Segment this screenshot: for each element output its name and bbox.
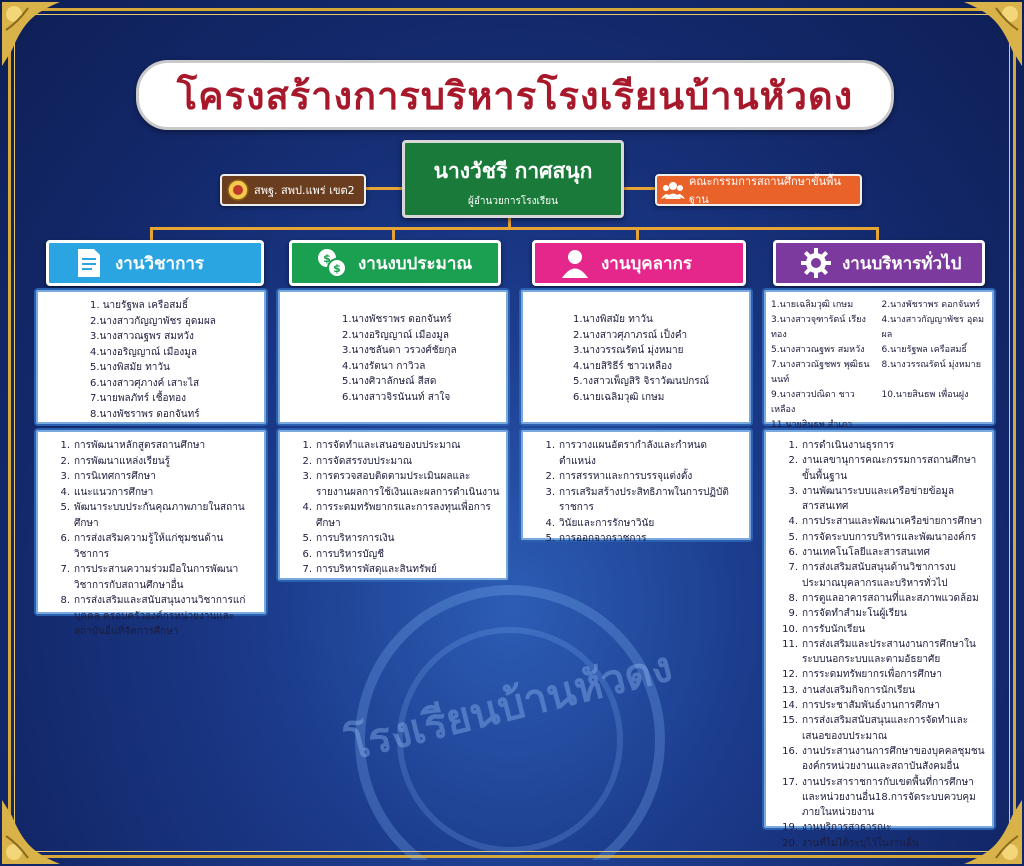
task-item: 3. การเสริมสร้างประสิทธิภาพในการปฏิบัติราชการ — [545, 486, 729, 513]
director-role: ผู้อำนวยการโรงเรียน — [468, 196, 558, 207]
staff-item: 4.นางรัตนา กาวิวล — [342, 360, 426, 372]
staff-item: 2.นางอริญญาณ์ เมืองมูล — [342, 329, 449, 341]
staff-box-budget — [278, 290, 508, 424]
svg-text:$: $ — [323, 252, 331, 265]
staff-item: 4.นางสาวกัญญาพัชร อุดมผล — [881, 315, 985, 340]
task-item: 17. งานประสาราชการกับเขตพื้นที่การศึกษาและหน่วยงานอื่น18.การจัดระบบควบคุมภายในหน่วยงาน — [782, 776, 976, 819]
office-left-label: สพฐ. สพป.แพร่ เขต2 — [254, 184, 355, 197]
staff-item: 8.นางวรรณรัตน์ มุ่งหมาย — [881, 360, 981, 370]
staff-item: 11.นายสินธพ สำเภา — [771, 420, 853, 430]
staff-item: 2.นางสาวศุภาภรณ์ เป็งคำ — [573, 329, 688, 341]
task-box-academic — [36, 430, 266, 637]
watermark-text: โรงเรียนบ้านหัวดง — [341, 641, 677, 770]
staff-item: 3.นางวรรณรัตน์ มุ่งหมาย — [573, 345, 684, 356]
task-item: 4. การประสานและพัฒนาเครือข่ายการศึกษา — [788, 516, 983, 528]
staff-item: 3.นางสาวณฐพร สมหวัง — [90, 331, 194, 342]
task-item: 9. การจัดทำสำมะโนผู้เรียน — [788, 608, 907, 620]
office-right-box — [655, 174, 862, 206]
dept-personnel-label: งานบุคลากร — [601, 253, 693, 274]
coins-icon — [314, 245, 350, 281]
svg-text:$: $ — [333, 262, 341, 275]
connector — [150, 227, 876, 230]
person-icon — [557, 245, 593, 281]
staff-item: 1.นายเฉลิมวุฒิ เกษม — [771, 300, 854, 310]
task-item: 2. การจัดสรรงบประมาณ — [302, 455, 413, 467]
document-icon — [71, 245, 107, 281]
staff-box-academic — [36, 290, 266, 424]
task-item: 14. การประชาสัมพันธ์งานการศึกษา — [782, 700, 940, 712]
director-name: นางวัชรี กาศสนุก — [433, 159, 593, 183]
gear-icon — [798, 245, 834, 281]
emblem-icon — [226, 178, 250, 202]
staff-item: 2.นางสาวกัญญาพัชร อุดมผล — [90, 315, 216, 327]
task-item: 8. การส่งเสริมและสนับสนุนงานวิชาการแก่บุคคล ครอบครัวองค์กรหน่วยงานและสถาบันอื่นที่จัดการศึกษา — [60, 595, 246, 637]
task-item: 5. การออกจากราชการ — [545, 533, 647, 544]
staff-item: 1.นางพิสมัย ทาวัน — [573, 314, 653, 325]
dept-budget-label: งานงบประมาณ — [358, 253, 473, 274]
connector — [392, 227, 395, 240]
task-item: 7. การประสานความร่วมมือในการพัฒนาวิชาการกับสถานศึกษาอื่น — [60, 564, 239, 591]
task-item: 8. การดูแลอาคารสถานที่และสภาพแวดล้อม — [788, 592, 979, 604]
task-item: 1. การจัดทำและเสนอของบประมาณ — [302, 440, 461, 451]
task-item: 7. การบริหารพัสดุและสินทรัพย์ — [302, 564, 437, 575]
office-right-label: คณะกรรมการสถานศึกษาขั้นพื้นฐาน — [689, 175, 841, 206]
ornament-corner-icon — [0, 0, 70, 70]
staff-item: 4.นางอริญญาณ์ เมืองมูล — [90, 346, 197, 358]
dept-academic — [46, 240, 264, 286]
task-item: 11. การส่งเสริมและประสานงานการศึกษาในระบบนอกระบบและตามอัธยาศัย — [782, 638, 976, 666]
task-item: 5. การบริหารการเงิน — [302, 533, 395, 544]
connector — [636, 227, 639, 240]
dept-budget — [289, 240, 501, 286]
connector — [876, 227, 879, 240]
task-item: 2. งานเลขานุการคณะกรรมการสถานศึกษาขั้นพื้นฐาน — [788, 455, 977, 482]
task-item: 2. การพัฒนาแหล่งเรียนรู้ — [60, 455, 171, 467]
staff-item: 10.นายสินธพ เพื่อนฝูง — [881, 390, 969, 400]
staff-item: 5.างสาวเพ็ญสิริ จิราวัฒนปกรณ์ — [573, 376, 709, 387]
staff-item: 1.นางพัชราพร ดอกจันทร์ — [342, 314, 452, 325]
task-item: 3. การนิเทศการศึกษา — [60, 471, 156, 482]
dept-personnel — [532, 240, 746, 286]
staff-item: 2.นางพัชราพร ดอกจันทร์ — [881, 300, 981, 310]
task-item: 5. การจัดระบบการบริหารและพัฒนาองค์กร — [788, 531, 977, 543]
school-emblem-watermark — [290, 560, 730, 860]
task-item: 19. งานบริการสาธารณะ — [782, 822, 892, 834]
task-box-general — [764, 430, 994, 849]
office-left-box — [220, 174, 366, 206]
staff-item: 8.นางพัชราพร ดอกจันทร์ — [90, 408, 200, 420]
staff-box-general — [764, 290, 994, 430]
task-item: 4. การระดมทรัพยากรและการลงทุนเพื่อการศึกษา — [302, 502, 491, 529]
people-group-icon — [661, 178, 685, 202]
director-box — [402, 140, 624, 218]
task-item: 13. งานส่งเสริมกิจการนักเรียน — [782, 684, 916, 696]
task-box-personnel — [521, 430, 751, 544]
task-item: 7. การส่งเสริมสนับสนุนด้านวิชาการงบประมาณบุคลากรและบริหารทั่วไป — [788, 562, 956, 589]
task-item: 3. งานพัฒนาระบบและเครือข่ายข้อมูลสารสนเทศ — [788, 485, 955, 513]
task-item: 2. การสรรหาและการบรรจุแต่งตั้ง — [545, 471, 693, 482]
staff-item: 3.นางสาวจุฑารัตน์ เรียงทอง — [771, 315, 866, 340]
dept-academic-label: งานวิชาการ — [115, 253, 205, 274]
task-item: 15. การส่งเสริมสนับสนุนและการจัดทำและเสนอของบประมาณ — [782, 715, 969, 742]
ornament-corner-icon — [954, 0, 1024, 70]
staff-item: 1. นายรัฐพล เครือสมธิ์ — [90, 300, 189, 311]
staff-item: 5.นางศิวาลักษณ์ สีสด — [342, 376, 437, 387]
staff-box-personnel — [521, 290, 751, 424]
task-item: 16. งานประสานงานการศึกษาของบุคคลชุมชนองค์กรหน่วยงานและสถาบันสังคมอื่น — [782, 745, 985, 773]
ornament-corner-icon — [0, 796, 70, 866]
staff-item: 7.นายพลภัทร์ เชื้อทอง — [90, 393, 186, 404]
staff-item: 6.นายเฉลิมวุฒิ เกษม — [573, 391, 665, 403]
page-title: โครงสร้างการบริหารโรงเรียนบ้านหัวดง — [176, 72, 854, 118]
task-item: 10. การรับนักเรียน — [782, 623, 866, 635]
task-item: 4. วินัยและการรักษาวินัย — [545, 517, 655, 529]
task-item: 1. การดำเนินงานธุรการ — [788, 440, 895, 451]
staff-item: 7.นางสาวณัฐชพร พุฒิธนนนท์ — [771, 360, 870, 385]
connector — [150, 227, 153, 240]
task-item: 1. การวางแผนอัตรากำลังและกำหนดตำแหน่ง — [545, 440, 707, 467]
task-item: 1. การพัฒนาหลักสูตรสถานศึกษา — [60, 440, 206, 451]
staff-item: 6.นายรัฐพล เครือสมธิ์ — [881, 345, 967, 355]
task-item: 6. การส่งเสริมความรู้ให้แก่ชุมชนด้านวิชาการ — [60, 533, 224, 560]
title-banner — [136, 60, 894, 130]
task-item: 6. งานเทคโนโลยีและสารสนเทศ — [788, 547, 930, 559]
staff-item: 6.นางสาวจิรนันนท์ สาใจ — [342, 391, 451, 403]
task-item: 6. การบริหารบัญชี — [302, 548, 384, 560]
dept-general-label: งานบริหารทั่วไป — [842, 253, 962, 274]
task-item: 5. พัฒนาระบบประกันคุณภาพภายในสถานศึกษา — [60, 502, 245, 529]
staff-item: 9.นางสาวปณิดา ชาวเหลือง — [771, 390, 855, 415]
dept-general — [773, 240, 985, 286]
task-item: 4. แนะแนวการศึกษา — [60, 486, 154, 498]
task-item: 20. งานที่ไม่ได้ระบุไว้ในงานอื่น — [782, 837, 919, 849]
staff-item: 3.นางชลันดา วรวงศ์ชัยกุล — [342, 345, 457, 356]
staff-item: 5.นางพิสมัย ทาวัน — [90, 362, 170, 373]
staff-item: 6.นางสาวศุภางค์ เสาะไส — [90, 377, 200, 389]
task-item: 3. การตรวจสอบติดตามประเมินผลและรายงานผลการใช้เงินและผลการดำเนินงาน — [302, 471, 500, 498]
staff-item: 4.นายสิริธีร์ ชาวเหลือง — [573, 360, 673, 372]
task-box-budget — [278, 430, 508, 580]
task-item: 12. การระดมทรัพยากรเพื่อการศึกษา — [782, 669, 942, 681]
connector — [362, 187, 402, 190]
staff-item: 5.นางสาวณฐพร สมหวัง — [771, 345, 865, 355]
